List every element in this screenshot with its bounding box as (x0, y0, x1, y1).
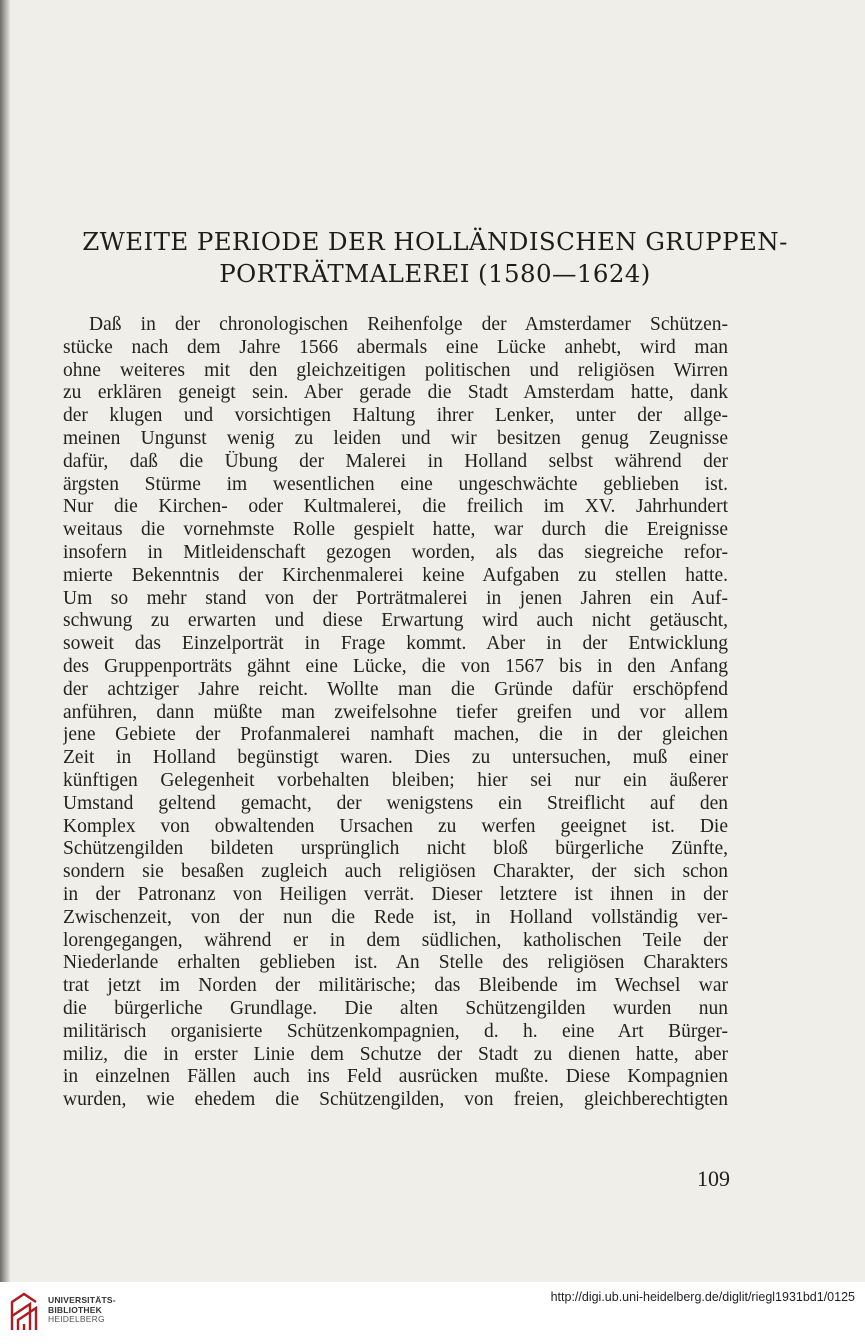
text-line: Daß in der chronologischen Reihenfolge der Amsterdamer Schützen- (89, 314, 728, 335)
text-line: Niederlande erhalten geblieben ist. An Stelle des religiösen Charakters (63, 952, 728, 974)
text-line: wurden, wie ehedem die Schützengilden, von freien, gleichberechtigten (63, 1089, 728, 1111)
body-text (63, 314, 728, 1112)
library-name-line-2: BIBLIOTHEK (48, 1304, 102, 1315)
text-line: dafür, daß die Übung der Malerei in Holland selbst während der (63, 450, 728, 472)
text-line: Zeit in Holland begünstigt waren. Dies zu untersuchen, muß einer (63, 747, 728, 769)
text-line: Zwischenzeit, von der nun die Rede ist, in Holland vollständig ver- (63, 906, 728, 928)
text-line: lorengegangen, während er in dem südlichen, katholischen Teile der (63, 929, 728, 951)
chapter-title-line-1: ZWEITE PERIODE DER HOLLÄNDISCHEN GRUPPEN- (82, 227, 788, 256)
text-line: anführen, dann müßte man zweifelsohne tiefer greifen und vor allem (63, 701, 728, 723)
text-line: des Gruppenporträts gähnt eine Lücke, die von 1567 bis in den Anfang (63, 655, 728, 677)
library-name-line-1: UNIVERSITÄTS- (48, 1295, 116, 1305)
text-line: Schützengilden bildeten ursprünglich nicht bloß bürgerliche Zünfte, (63, 838, 728, 860)
text-line: Um so mehr stand von der Porträtmalerei in jenen Jahren ein Auf- (63, 587, 728, 609)
text-line: ohne weiteres mit den gleichzeitigen politischen und religiösen Wirren (63, 359, 728, 381)
page-number: 109 (697, 1166, 730, 1191)
text-line: soweit das Einzelporträt in Frage kommt. Aber in der Entwicklung (63, 633, 728, 655)
chapter-title (60, 226, 810, 290)
text-line: der achtziger Jahre reicht. Wollte man die Gründe dafür erschöpfend (63, 678, 728, 700)
text-line: künftigen Gelegenheit vorbehalten bleiben; hier sei nur ein äußerer (63, 769, 728, 791)
footer-bar (0, 1282, 865, 1344)
text-line: der klugen und vorsichtigen Haltung ihrer Lenker, unter der allge- (63, 405, 728, 427)
text-line: jene Gebiete der Profanmalerei namhaft machen, die in der gleichen (63, 724, 728, 746)
text-line: meinen Ungunst wenig zu leiden und wir besitzen genug Zeugnisse (63, 427, 728, 449)
text-line: trat jetzt im Norden der militärische; das Bleibende im Wechsel war (63, 975, 728, 997)
text-line: mierte Bekenntnis der Kirchenmalerei keine Aufgaben zu stellen hatte. (63, 564, 728, 586)
source-url-link[interactable]: http://digi.ub.uni-heidelberg.de/diglit/riegl1931bd1/0125 (550, 1290, 855, 1304)
text-line: Umstand geltend gemacht, der wenigstens ein Streiflicht auf den (63, 792, 728, 814)
library-name-line-3: HEIDELBERG (48, 1314, 105, 1324)
text-line: weitaus die vornehmste Rolle gespielt hatte, war durch die Ereignisse (63, 519, 728, 541)
page-gutter-shadow (0, 0, 10, 1282)
text-line: schwung zu erwarten und diese Erwartung wird auch nicht getäuscht, (63, 610, 728, 632)
text-line: militärisch organisierte Schützenkompagnien, d. h. eine Art Bürger- (63, 1020, 728, 1042)
text-line: Nur die Kirchen- oder Kultmalerei, die freilich im XV. Jahrhundert (63, 496, 728, 518)
text-line: miliz, die in erster Linie dem Schutze der Stadt zu dienen hatte, aber (63, 1043, 728, 1065)
library-name (48, 1296, 116, 1325)
chapter-title-line-2: PORTRÄTMALEREI (1580—1624) (219, 259, 651, 288)
text-line: die bürgerliche Grundlage. Die alten Schützengilden wurden nun (63, 997, 728, 1019)
text-line: insofern in Mitleidenschaft gezogen worden, als das siegreiche refor- (63, 541, 728, 563)
text-line: zu erklären geneigt sein. Aber gerade die Stadt Amsterdam hatte, dank (63, 382, 728, 404)
library-logo-icon (8, 1290, 42, 1334)
text-line: ärgsten Stürme im wesentlichen eine ungeschwächte geblieben ist. (63, 473, 728, 495)
text-line: Komplex von obwaltenden Ursachen zu werfen geeignet ist. Die (63, 815, 728, 837)
text-line: in der Patronanz von Heiligen verrät. Dieser letztere ist ihnen in der (63, 883, 728, 905)
text-line: in einzelnen Fällen auch ins Feld ausrücken mußte. Diese Kompagnien (63, 1066, 728, 1088)
text-line: sondern sie besaßen zugleich auch religiösen Charakter, der sich schon (63, 861, 728, 883)
text-line: stücke nach dem Jahre 1566 abermals eine Lücke anhebt, wird man (63, 336, 728, 358)
